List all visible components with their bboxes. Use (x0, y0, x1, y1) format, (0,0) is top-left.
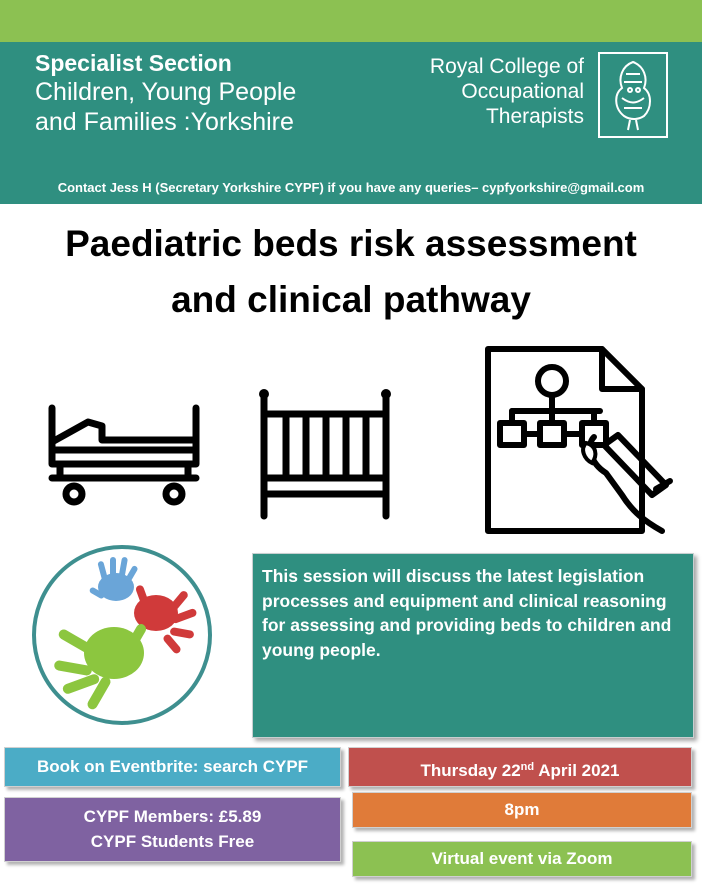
event-date (348, 747, 692, 787)
page-title (0, 216, 702, 328)
cypf-title-line2: and Families :Yorkshire (35, 108, 294, 136)
handprints-logo (28, 541, 216, 729)
rcot-crest-logo (598, 52, 668, 138)
section-label: Specialist Section (35, 50, 232, 76)
event-time: 8pm (352, 792, 692, 828)
session-description: This session will discuss the latest legislation processes and equipment and clinical reasoning for assessing and providing beds to children and young people. (262, 566, 672, 660)
header-banner (0, 42, 702, 204)
pricing-box (4, 797, 341, 862)
date-prefix: Thursday 22 (420, 761, 521, 780)
date-rest: April 2021 (534, 761, 620, 780)
top-accent-bar (0, 0, 702, 42)
title-line2: and clinical pathway (171, 279, 531, 320)
members-price: CYPF Members: £5.89 (83, 807, 262, 826)
title-line1: Paediatric beds risk assessment (65, 223, 637, 264)
rcot-line1: Royal College of (429, 55, 584, 78)
session-description-box (252, 553, 694, 738)
date-ordinal: nd (520, 761, 535, 773)
rcot-line2: Occupational (461, 80, 584, 103)
students-price: CYPF Students Free (90, 832, 255, 851)
flowchart-document-icon (482, 345, 682, 540)
rcot-name (430, 54, 584, 129)
cot-icon (250, 386, 400, 521)
event-venue: Virtual event via Zoom (352, 841, 692, 877)
rcot-line3: Therapists (485, 105, 584, 128)
book-eventbrite-label: Book on Eventbrite: search CYPF (4, 747, 341, 787)
contact-line: Contact Jess H (Secretary Yorkshire CYPF) if you have any queries– cypfyorkshire@gmail.com (57, 180, 645, 195)
cypf-title-line1: Children, Young People (35, 78, 297, 106)
hospital-bed-icon (38, 390, 208, 520)
